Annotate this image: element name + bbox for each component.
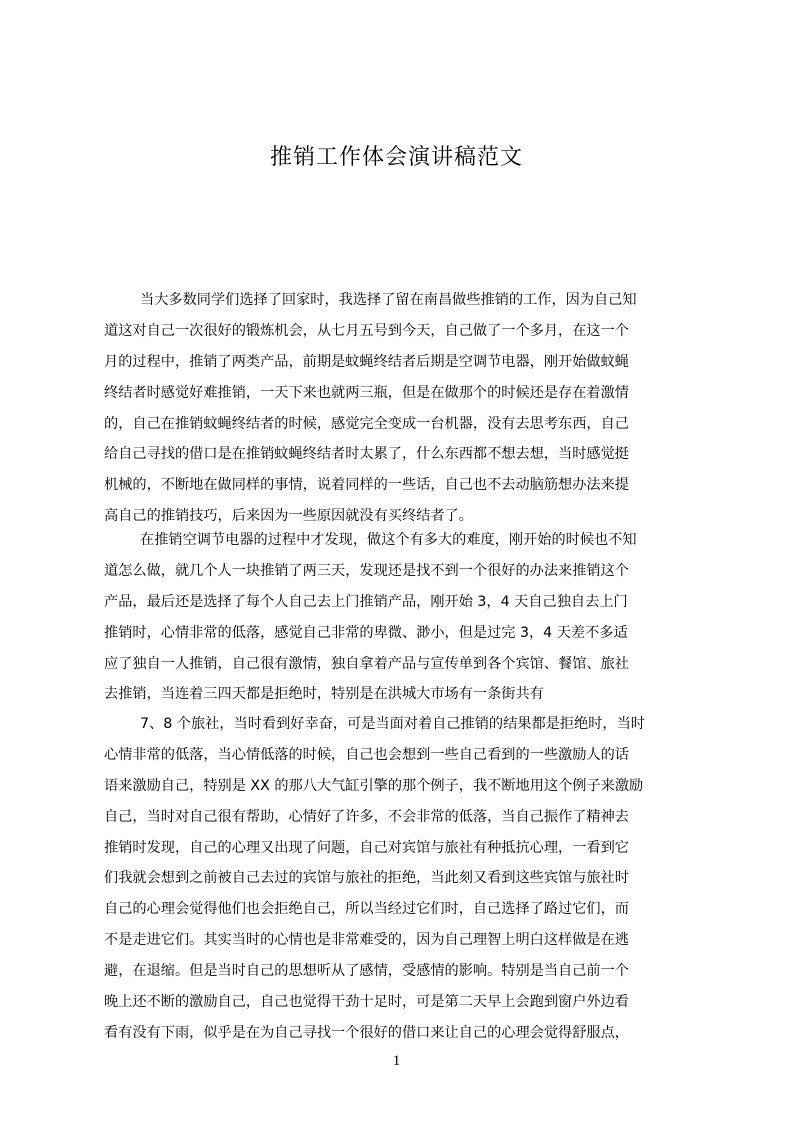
paragraph-line: 高自己的推销技巧，后来因为一些原因就没有买终结者了。	[104, 508, 473, 525]
paragraph-line: 终结者时感觉好难推销，一天下来也就两三瓶，但是在做那个的时候还是存在着激情	[104, 384, 629, 401]
paragraph-line: 给自己寻找的借口是在推销蚊蝇终结者时太累了，什么东西都不想去想，当时感觉挺	[104, 446, 629, 463]
paragraph-line: 当大多数同学们选择了回家时，我选择了留在南昌做些推销的工作，因为自己知	[140, 292, 637, 308]
paragraph-line: 自己的心理会觉得他们也会拒绝自己，所以当经过它们时，自己选择了路过它们，而	[104, 901, 629, 918]
paragraph-line: 推销时，心情非常的低落，感觉自己非常的卑微、渺小，但是过完 3，4 天差不多适	[104, 624, 628, 641]
paragraph-line: 去推销，当连着三四天都是拒绝时，特别是在洪城大市场有一条街共有	[104, 686, 544, 703]
paragraph-1	[104, 285, 698, 532]
paragraph-line: 看有没有下雨，似乎是在为自己寻找一个很好的借口来让自己的心理会觉得舒服点，	[104, 1024, 629, 1041]
paragraph-line: 语来激励自己，特别是 XX 的那八大气缸引擎的那个例子，我不断地用这个例子来激励	[104, 777, 644, 794]
page-number: 1	[392, 1053, 401, 1069]
paragraph-line: 不是走进它们。其实当时的心情也是非常难受的，因为自己理智上明白这样做是在逃	[104, 932, 629, 949]
document-title: 推销工作体会演讲稿范文	[269, 145, 523, 170]
paragraph-line: 应了独自一人推销，自己很有激情，独自拿着产品与宣传单到各个宾馆、餐馆、旅社	[104, 655, 629, 672]
paragraph-line: 道这对自己一次很好的锻炼机会，从七月五号到今天，自己做了一个多月，在这一个	[104, 322, 629, 339]
paragraph-line: 道怎么做，就几个人一块推销了两三天，发现还是找不到一个很好的办法来推销这个	[104, 562, 629, 579]
paragraph-line: 自己，当时对自己很有帮助，心情好了许多，不会非常的低落，当自己振作了精神去	[104, 808, 629, 825]
paragraph-line: 产品，最后还是选择了每个人自己去上门推销产品，刚开始 3，4 天自己独自去上门	[104, 593, 628, 610]
paragraph-3	[104, 709, 698, 1049]
paragraph-line: 避，在退缩。但是当时自己的思想听从了感情，受感情的影响。特别是当自己前一个	[104, 963, 629, 980]
paragraph-line: 在推销空调节电器的过程中才发现，做这个有多大的难度，刚开始的时候也不知	[140, 532, 637, 548]
paragraph-line: 心情非常的低落，当心情低落的时候，自己也会想到一些自己看到的一些激励人的话	[104, 746, 629, 763]
paragraph-line: 的，自己在推销蚊蝇终结者的时候，感觉完全变成一台机器，没有去思考东西，自己	[104, 415, 629, 432]
paragraph-line: 晚上还不断的激励自己，自己也觉得干劲十足时，可是第二天早上会跑到窗户外边看	[104, 994, 629, 1011]
paragraph-2	[104, 525, 698, 710]
paragraph-line: 机械的，不断地在做同样的事情，说着同样的一些话，自己也不去动脑筋想办法来提	[104, 477, 629, 494]
paragraph-line: 月的过程中，推销了两类产品，前期是蚊蝇终结者后期是空调节电器，刚开始做蚊蝇	[104, 353, 629, 370]
paragraph-line: 推销时发现，自己的心理又出现了问题，自己对宾馆与旅社有种抵抗心理，一看到它	[104, 839, 629, 856]
paragraph-line: 们我就会想到之前被自己去过的宾馆与旅社的拒绝，当此刻又看到这些宾馆与旅社时	[104, 870, 629, 887]
paragraph-line: 7、8 个旅社，当时看到好幸奋，可是当面对着自己推销的结果都是拒绝时，当时	[140, 716, 645, 732]
